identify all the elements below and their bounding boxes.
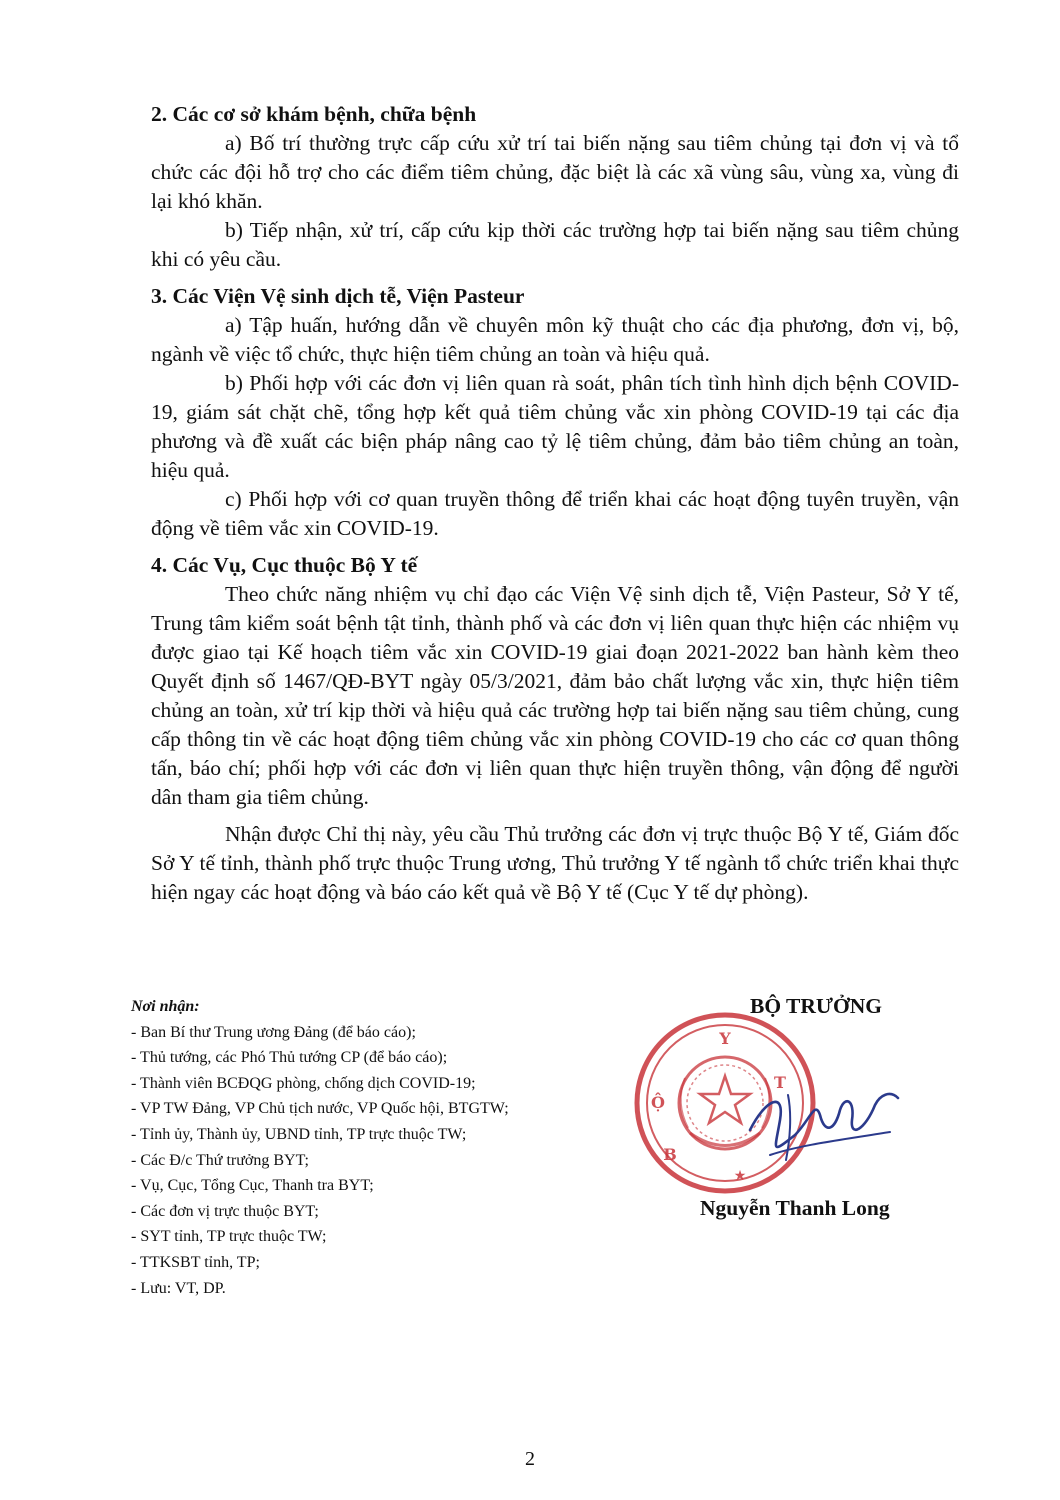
svg-text:B: B — [663, 1145, 677, 1164]
svg-text:Ộ: Ộ — [651, 1093, 665, 1112]
svg-text:T: T — [774, 1073, 786, 1092]
signature-scribble-icon — [740, 1060, 910, 1180]
svg-text:Y: Y — [719, 1029, 731, 1048]
paragraph: c) Phối hợp với cơ quan truyền thông để triển khai các hoạt động tuyên truyền, vận động về tiêm vắc xin COVID-19. — [151, 487, 959, 540]
paragraph: Theo chức năng nhiệm vụ chỉ đạo các Viện Vệ sinh dịch tễ, Viện Pasteur, Sở Y tế, Trung tâm kiểm soát bệnh tật tỉnh, thành phố và các đơn vị liên quan thực hiện các nhiệm vụ được giao tại Kế hoạch tiêm vắc xin COVID-19 giai đoạn 2021-2022 ban hành kèm theo Quyết định số 1467/QĐ-BYT ngày 05/3/2021, đảm bảo chất lượng vắc xin, thực hiện tiêm chủng an toàn, xử trí kịp thời và hiệu quả các trường hợp tai biến nặng sau tiêm chủng, cung cấp thông tin về các hoạt động tiêm chủng vắc xin phòng COVID-19 cho các cơ quan thông tấn, báo chí; phối hợp với các đơn vị liên quan thực hiện truyền thông, vận động để người dân tham gia tiêm chủng. — [151, 582, 959, 809]
section-heading-3: 3. Các Viện Vệ sinh dịch tễ, Viện Pasteur — [151, 284, 525, 308]
recipient-item: - Thủ tướng, các Phó Thủ tướng CP (để báo cáo); — [131, 1049, 448, 1067]
recipients-block — [131, 994, 651, 1301]
paragraph: b) Tiếp nhận, xử trí, cấp cứu kịp thời các trường hợp tai biến nặng sau tiêm chủng khi có yêu cầu. — [151, 218, 959, 271]
recipient-item: - Tỉnh ủy, Thành ủy, UBND tỉnh, TP trực thuộc TW; — [131, 1125, 467, 1143]
recipients-title: Nơi nhận: — [131, 998, 200, 1015]
paragraph: a) Tập huấn, hướng dẫn về chuyên môn kỹ thuật cho các địa phương, đơn vị, bộ, ngành về việc tổ chức, thực hiện tiêm chủng an toàn và hiệu quả. — [151, 313, 959, 366]
recipient-item: - VP TW Đảng, VP Chủ tịch nước, VP Quốc hội, BTGTW; — [131, 1100, 509, 1118]
recipient-item: - SYT tỉnh, TP trực thuộc TW; — [131, 1228, 327, 1246]
closing-paragraph: Nhận được Chỉ thị này, yêu cầu Thủ trưởng các đơn vị trực thuộc Bộ Y tế, Giám đốc Sở Y tế tỉnh, thành phố trực thuộc Trung ương, Thủ trưởng Y tế ngành tổ chức triển khai thực hiện ngay các hoạt động và báo cáo kết quả về Bộ Y tế (Cục Y tế dự phòng). — [151, 822, 959, 904]
recipient-item: - Vụ, Cục, Tổng Cục, Thanh tra BYT; — [131, 1177, 374, 1195]
signature-title: BỘ TRƯỞNG — [750, 994, 883, 1018]
section-heading-4: 4. Các Vụ, Cục thuộc Bộ Y tế — [151, 553, 418, 577]
svg-text:★: ★ — [733, 1168, 747, 1184]
recipient-item: - Các đơn vị trực thuộc BYT; — [131, 1202, 319, 1220]
page-number: 2 — [525, 1448, 535, 1470]
recipients-list — [131, 1020, 651, 1302]
document-body — [151, 100, 959, 907]
signer-name: Nguyễn Thanh Long — [700, 1196, 890, 1220]
recipient-item: - Ban Bí thư Trung ương Đảng (để báo cáo); — [131, 1023, 416, 1041]
section-heading-2: 2. Các cơ sở khám bệnh, chữa bệnh — [151, 102, 477, 126]
paragraph: a) Bố trí thường trực cấp cứu xử trí tai biến nặng sau tiêm chủng tại đơn vị và tổ chức các đội hỗ trợ cho các điểm tiêm chủng, đặc biệt là các xã vùng sâu, vùng xa, vùng đi lại khó khăn. — [151, 131, 959, 213]
recipient-item: - Các Đ/c Thứ trưởng BYT; — [131, 1151, 309, 1169]
recipient-item: - Lưu: VT, DP. — [131, 1279, 226, 1297]
recipient-item: - Thành viên BCĐQG phòng, chống dịch COVID-19; — [131, 1074, 476, 1092]
paragraph: b) Phối hợp với các đơn vị liên quan rà soát, phân tích tình hình dịch bệnh COVID-19, giám sát chặt chẽ, tổng hợp kết quả tiêm chủng vắc xin phòng COVID-19 tại các địa phương và đề xuất các biện pháp nâng cao tỷ lệ tiêm chủng, đảm bảo tiêm chủng an toàn, hiệu quả. — [151, 371, 959, 482]
recipient-item: - TTKSBT tỉnh, TP; — [131, 1253, 260, 1271]
